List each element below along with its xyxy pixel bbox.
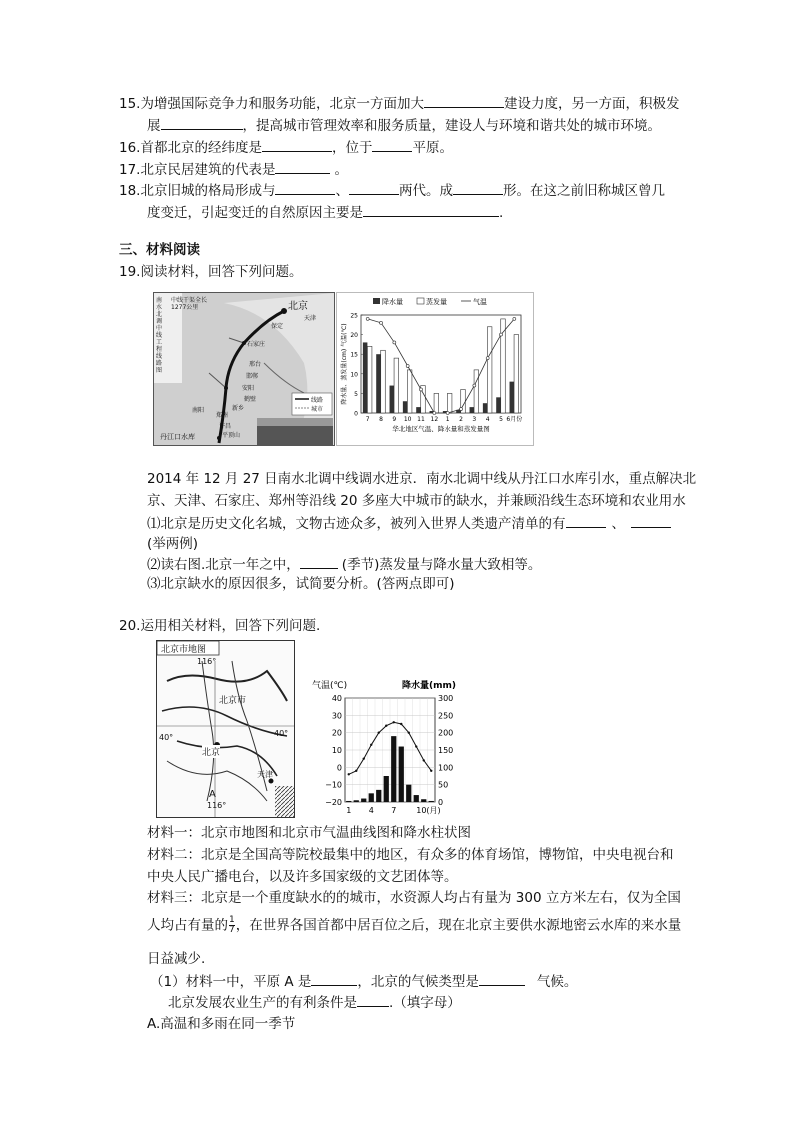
- y-tick-label: 0: [354, 410, 358, 418]
- y-tick-label: 20: [350, 332, 358, 340]
- legend-temp: 气温: [473, 298, 487, 306]
- temp-tick-label: −20: [325, 798, 342, 807]
- q16-line: [119, 138, 453, 157]
- q18-blank-4[interactable]: [363, 203, 499, 217]
- q20-map-plain-a: A: [209, 789, 216, 800]
- legend-swatch-evap: [417, 298, 424, 304]
- temp-tick-label: 20: [331, 728, 342, 738]
- bar-evap: [474, 370, 479, 413]
- section-title: 三、材料阅读: [119, 242, 200, 258]
- q16-text-c: 平原。: [412, 140, 453, 156]
- q15-text-a: 15.为增强国际竞争力和服务功能，北京一方面加大: [119, 96, 424, 112]
- x-tick-label: 9: [392, 416, 397, 423]
- q20-climate-chart: [310, 674, 475, 816]
- q20-blank-2[interactable]: [479, 972, 525, 986]
- q16-blank-1[interactable]: [262, 138, 332, 152]
- q19-blank-1[interactable]: [566, 514, 606, 528]
- q16-text-b: ，位于: [331, 140, 373, 156]
- bar-evap: [434, 393, 439, 413]
- y-tick-label: 10: [350, 371, 358, 379]
- q19-sub2-text-a: ⑵读右图.北京一年之中，: [147, 557, 300, 573]
- bar-precip: [414, 795, 419, 802]
- bar-evap: [367, 346, 372, 413]
- x-tick-label: 12: [430, 416, 439, 423]
- map-place-zhengzhou: 郑州: [216, 412, 229, 419]
- bar-precip: [421, 799, 426, 802]
- x-tick-label: 10: [403, 416, 412, 423]
- q19-intro-2: 京、天津、石家庄、郑州等沿线 20 多座大中城市的缺水，并兼顾沿线生态环境和农业用水: [147, 493, 686, 509]
- q19-sub3: ⑶北京缺水的原因很多，试简要分析。(答两点即可): [147, 576, 455, 592]
- map-legend-line: 线路: [311, 397, 324, 404]
- point-temp: [446, 412, 449, 415]
- y-tick-label: 15: [350, 351, 358, 359]
- fraction-numerator: 1: [229, 915, 235, 925]
- q15-blank-1[interactable]: [424, 94, 504, 108]
- point-temp: [513, 317, 516, 320]
- point-temp: [393, 341, 396, 344]
- point-temp: [460, 408, 463, 411]
- map-place-tianjin: 天津: [304, 315, 317, 322]
- temp-tick-label: 10: [331, 746, 342, 755]
- map-place-xinxiang: 新乡: [232, 405, 245, 412]
- q19-title: 19.阅读材料，回答下列问题。: [119, 264, 303, 280]
- q18-blank-2[interactable]: [349, 181, 399, 195]
- x-tick-label: 5: [499, 416, 503, 423]
- q19-climate-chart: [336, 292, 534, 446]
- y-axis-label: 降水量、蒸发量(cm) 气温(℃): [341, 323, 348, 405]
- x-tick-label: 4: [485, 416, 490, 423]
- point-temp: [430, 770, 432, 772]
- q15-text-c: 展: [147, 118, 161, 134]
- x-tick-label: 2: [459, 416, 463, 423]
- point-temp: [380, 321, 383, 324]
- q20-blank-1[interactable]: [311, 972, 357, 986]
- legend-swatch-precip: [373, 298, 380, 304]
- precip-tick-label: 300: [438, 694, 454, 703]
- bar-evap: [381, 350, 386, 413]
- q20-map-lat-left: 40°: [159, 733, 174, 742]
- q20-blank-3[interactable]: [357, 993, 389, 1007]
- q18-text-e: 度变迁，引起变迁的自然原因主要是: [147, 205, 363, 221]
- q18-text-d: 形。在这之前旧称城区曾几: [502, 183, 665, 199]
- precip-tick-label: 50: [438, 780, 449, 790]
- bar-evap: [514, 335, 519, 413]
- q15-line1: [119, 94, 679, 113]
- bar-precip: [376, 790, 381, 802]
- q19-intro-1: 2014 年 12 月 27 日南水北调中线调水进京．南水北调中线从丹江口水库引水，重点解决北: [147, 471, 697, 487]
- point-temp: [363, 757, 365, 759]
- fraction-denominator: 7: [229, 925, 235, 935]
- q20-sub1-text-c: 气候。: [536, 974, 578, 990]
- q20-map-tianjin: 天津: [257, 770, 273, 779]
- precip-tick-label: 150: [438, 746, 454, 755]
- q19-sub2-text-b: (季节)蒸发量与降水量大致相等。: [341, 557, 542, 573]
- x-tick-label: 1: [445, 416, 450, 423]
- map-place-xingtai: 邢台: [249, 361, 262, 368]
- q17-text-b: 。: [334, 162, 348, 178]
- point-temp: [355, 770, 357, 772]
- q20-map-title: 北京市地图: [161, 645, 207, 655]
- y-tick-label: 5: [354, 390, 358, 398]
- q20-sub1-text-b: ，北京的气候类型是: [357, 974, 479, 990]
- q15-text-d: ，提高城市管理效率和服务质量，建设人与环境和谐共处的城市环境。: [242, 118, 661, 134]
- q18-blank-3[interactable]: [453, 181, 503, 195]
- q20-m3-text-a: 人均占有量的: [147, 917, 228, 934]
- point-temp: [423, 759, 425, 761]
- bar-precip: [406, 785, 411, 802]
- fraction-one-seventh: [229, 916, 235, 935]
- temp-tick-label: 0: [336, 763, 342, 773]
- bar-precip: [470, 407, 475, 413]
- q20-beijing-map: [156, 640, 295, 818]
- q20-material-1: 材料一：北京市地图和北京市气温曲线图和降水柱状图: [147, 825, 471, 841]
- q20-title: 20.运用相关材料，回答下列问题.: [119, 618, 321, 634]
- q18-text-a: 18.北京旧城的格局形成与: [119, 183, 276, 199]
- precip-tick-label: 250: [438, 711, 454, 721]
- chart-title: 华北地区气温、降水量和蒸发量图: [392, 425, 490, 433]
- q20-material-3a: 材料三：北京是一个重度缺水的的城市，水资源人均占有量为 300 立方米左右，仅为全国: [147, 890, 681, 906]
- bar-precip: [416, 407, 421, 413]
- temp-tick-label: 40: [331, 694, 342, 703]
- q19-blank-3[interactable]: [300, 555, 338, 569]
- q20-sub1-line2: [168, 993, 461, 1012]
- map-legend-city: 城市: [311, 406, 324, 413]
- q18-text-b: 、: [335, 183, 349, 199]
- map-place-pingdingshan: 平顶山: [222, 432, 241, 439]
- q20-map-lon-bottom: 116°: [207, 801, 227, 810]
- q17-blank[interactable]: [275, 160, 330, 174]
- x-tick-label: 10(月): [416, 806, 441, 815]
- q20-sub1-text-d: 北京发展农业生产的有利条件是: [168, 995, 357, 1011]
- point-temp: [500, 333, 503, 336]
- bar-precip: [403, 401, 408, 413]
- q20-material-3b: [147, 916, 681, 935]
- q18-line1: [119, 181, 665, 200]
- precip-tick-label: 200: [438, 728, 454, 738]
- point-temp: [393, 721, 395, 723]
- q20-sub1-text-a: （1）材料一中，平原 A 是: [150, 974, 312, 990]
- map-place-baoding: 保定: [271, 323, 284, 330]
- point-temp: [400, 723, 402, 725]
- q20-sub1-text-e: .（填字母）: [389, 995, 461, 1011]
- point-temp: [415, 745, 417, 747]
- q20-option-a: A.高温和多雨在同一季节: [147, 1016, 296, 1032]
- q19-sub1: [147, 514, 671, 533]
- q20-map-beijing: 北京: [202, 745, 220, 758]
- temp-tick-label: 30: [331, 711, 342, 721]
- q18-line2: [147, 203, 503, 222]
- q20-m3-text-b: ，在世界各国首都中居百位之后，现在北京主要供水源地密云水库的来水量: [235, 917, 682, 934]
- bar-precip: [363, 342, 368, 413]
- x-tick-label: 8: [379, 416, 383, 423]
- legend-evap: 蒸发量: [426, 298, 447, 306]
- bar-precip: [369, 793, 374, 802]
- bar-precip: [510, 382, 515, 413]
- q20-map-city-label: 北京市: [219, 696, 247, 706]
- legend-precip: 降水量: [382, 298, 403, 306]
- bar-precip: [384, 776, 389, 802]
- q20-material-2b: 中央人民广播电台，以及许多国家级的文艺团体等。: [147, 869, 458, 885]
- point-temp: [370, 744, 372, 746]
- x-tick-label: 4: [368, 806, 374, 815]
- bar-precip: [429, 801, 434, 802]
- point-temp: [366, 317, 369, 320]
- bar-evap: [407, 370, 412, 413]
- map-vertical-title: 南水北调中线工程线路图: [156, 297, 163, 374]
- map-beijing-label: 北京: [288, 301, 308, 312]
- x-tick-label: 11: [417, 416, 425, 423]
- bar-evap: [447, 393, 452, 413]
- point-temp: [433, 412, 436, 415]
- q19-sub2: [147, 555, 541, 574]
- bar-precip: [376, 354, 381, 413]
- q18-blank-1[interactable]: [275, 181, 335, 195]
- point-temp: [378, 731, 380, 733]
- bar-precip: [391, 736, 396, 802]
- map-danjiangkou-label: 丹江口水库: [160, 433, 195, 441]
- bar-precip: [354, 800, 359, 802]
- map-place-handan: 邯郸: [246, 373, 259, 380]
- precip-tick-label: 100: [438, 763, 454, 773]
- q19-blank-2[interactable]: [631, 514, 671, 528]
- precip-tick-label: 0: [438, 798, 444, 807]
- precip-axis-title: 降水量(mm): [402, 681, 456, 691]
- y-tick-label: 25: [350, 312, 358, 320]
- q20-material-3c: 日益减少.: [147, 951, 206, 967]
- q20-sub1: [150, 972, 577, 991]
- map-place-hebi: 鹤壁: [244, 396, 257, 403]
- q19-route-map: [153, 292, 335, 446]
- x-tick-label: 3: [472, 416, 477, 423]
- q15-line2: [147, 116, 661, 135]
- map-place-anyang: 安阳: [242, 385, 255, 392]
- bar-precip: [496, 397, 501, 413]
- point-temp: [348, 773, 350, 775]
- q16-text-a: 16.首都北京的经纬度是: [119, 140, 262, 156]
- point-temp: [408, 731, 410, 733]
- temp-axis-title: 气温(℃): [312, 681, 348, 691]
- bar-precip: [390, 386, 395, 413]
- bar-precip: [399, 747, 404, 802]
- x-tick-label: 7: [365, 416, 370, 423]
- bar-precip: [483, 403, 488, 413]
- q18-text-c: 两代。成: [398, 183, 453, 199]
- q18-text-f: .: [499, 205, 504, 221]
- temp-tick-label: −10: [325, 780, 342, 790]
- q20-map-lat-right: 40°: [274, 729, 289, 738]
- x-tick-label: 6月份: [506, 416, 523, 423]
- q19-chart-svg: [337, 293, 533, 445]
- q20-map-lon-top: 116°: [197, 657, 217, 666]
- point-temp: [486, 357, 489, 360]
- bar-precip: [346, 801, 351, 802]
- x-tick-label: 1: [346, 806, 352, 815]
- bar-evap: [394, 358, 399, 413]
- point-temp: [385, 725, 387, 727]
- q17-line: [119, 160, 348, 179]
- q15-text-b: 建设力度，另一方面，积极发: [503, 96, 680, 112]
- bar-evap: [487, 327, 492, 413]
- q20-chart-svg: [310, 674, 475, 816]
- q17-text-a: 17.北京民居建筑的代表是: [119, 162, 276, 178]
- bar-precip: [361, 799, 366, 802]
- map-length-note: 中线干渠全长 1277公里: [171, 297, 208, 311]
- q19-sub1-sep: 、: [611, 516, 625, 532]
- point-temp: [473, 384, 476, 387]
- map-place-nanyang: 南阳: [192, 407, 205, 414]
- q19-sub1-text: ⑴北京是历史文化名城，文物古迹众多，被列入世界人类遗产清单的有: [147, 516, 566, 532]
- point-temp: [406, 364, 409, 367]
- point-temp: [420, 388, 423, 391]
- map-place-shijiazhuang: 石家庄: [247, 341, 266, 348]
- x-tick-label: 7: [391, 806, 397, 815]
- q20-material-2a: 材料二：北京是全国高等院校最集中的地区，有众多的体育场馆，博物馆，中央电视台和: [147, 847, 674, 863]
- map-place-xuchang: 许昌: [219, 423, 232, 430]
- q19-sub1-note: (举两例): [147, 536, 199, 552]
- q16-blank-2[interactable]: [372, 138, 412, 152]
- q15-blank-2[interactable]: [161, 116, 243, 130]
